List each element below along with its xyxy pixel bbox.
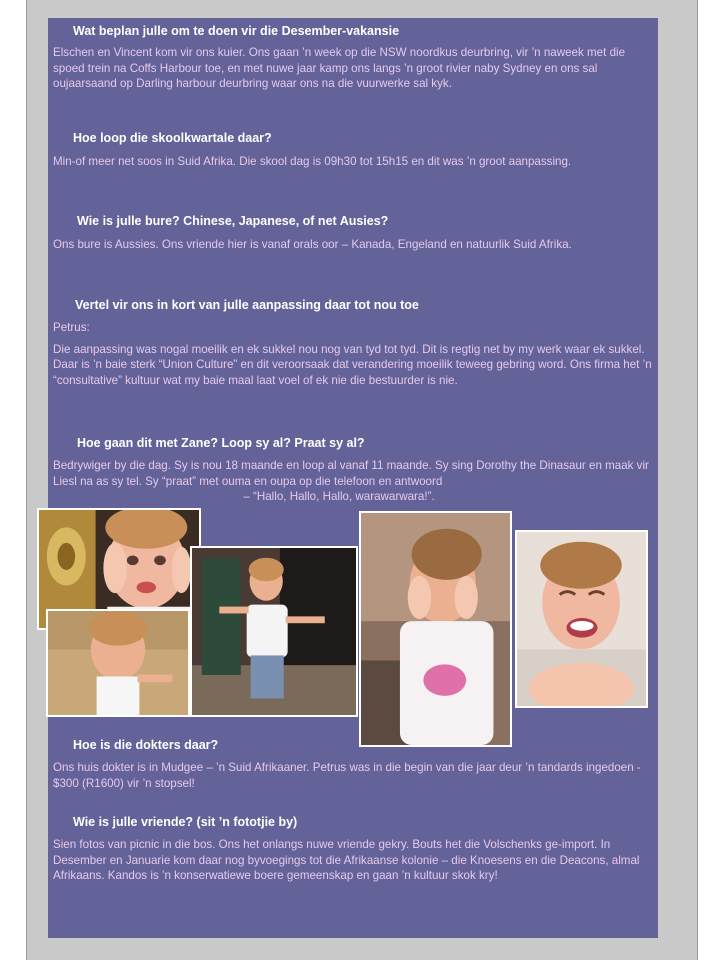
answer-paragraph: Bedrywiger by die dag. Sy is nou 18 maande en loop al vanaf 11 maande. Sy sing Dorothy the Dinasaur en maak vir Liesl na as sy tel. Sy “praat” met ouma en oupa op die telefoon en antwoord: [53, 459, 649, 488]
question-neighbours: Wie is julle bure? Chinese, Japanese, of net Ausies?: [77, 214, 389, 228]
answer-friends: [53, 837, 655, 884]
answer-school-terms: [53, 154, 655, 170]
photo-zane-hands-on-face: [359, 511, 512, 747]
answer-neighbours: [53, 237, 655, 253]
question-doctors: Hoe is die dokters daar?: [73, 738, 219, 752]
answer-paragraph: Sien fotos van picnic in die bos. Ons het onlangs nuwe vriende gekry. Bouts het die Volschenks ge-import. In Desember en Januarie kom daar nog byvoegings tot die Afrikaanse kolonie – die Knoesens en die Deacons, almal Afrikaans. Kandos is ’n konserwatiewe boere gemeenskap en gaan ’n kultuur skok kry!: [53, 838, 640, 882]
answer-zane: [53, 458, 655, 505]
answer-adjustment: [53, 320, 655, 388]
answer-quote-line: – “Hallo, Hallo, Hallo, warawarwara!”.: [243, 490, 435, 503]
answer-paragraph: Ons bure is Aussies. Ons vriende hier is vanaf orals oor – Kanada, Engeland en natuurlik Suid Afrika.: [53, 238, 572, 251]
question-friends: Wie is julle vriende? (sit ’n fototjie by): [73, 815, 298, 829]
answer-speaker: Petrus:: [53, 321, 90, 334]
answer-paragraph: Min-of meer net soos in Suid Afrika. Die skool dag is 09h30 tot 15h15 en dit was ’n groot aanpassing.: [53, 155, 572, 168]
answer-paragraph: Ons huis dokter is in Mudgee – ’n Suid Afrikaaner. Petrus was in die begin van die jaar deur ’n tandards ingedoen - $300 (R1600) vir ’n stopsel!: [53, 761, 641, 790]
answer-doctors: [53, 760, 655, 791]
question-holiday-plans: Wat beplan julle om te doen vir die Desember-vakansie: [73, 24, 400, 38]
photo-zane-beach: [46, 609, 190, 717]
question-zane: Hoe gaan dit met Zane? Loop sy al? Praat sy al?: [77, 436, 365, 450]
photo-zane-walking: [190, 546, 358, 717]
photo-zane-laughing: [515, 530, 648, 708]
answer-paragraph: Die aanpassing was nogal moeilik en ek sukkel nou nog van tyd tot tyd. Dit is regtig net by my werk waar ek sukkel. Daar is ’n baie sterk “Union Culture” en dit veroorsaak dat verandering moeilik teweeg gebring word. Ons firma het ’n “consultative” kultuur wat my baie maal laat voel of ek nie die bestuurder is nie.: [53, 342, 652, 387]
question-school-terms: Hoe loop die skoolkwartale daar?: [73, 131, 272, 145]
answer-paragraph: Elschen en Vincent kom vir ons kuier. Ons gaan ’n week op die NSW noordkus deurbring, vir ’n naweek met die spoed trein na Coffs Harbour toe, en met nuwe jaar kamp ons langs ’n groot rivier naby Sydney en ons sal oujaarsaand op Darling harbour deurbring waar ons na die vuurwerke sal kyk.: [53, 46, 626, 90]
question-adjustment: Vertel vir ons in kort van julle aanpassing daar tot nou toe: [75, 298, 419, 312]
answer-holiday-plans: [53, 45, 655, 92]
